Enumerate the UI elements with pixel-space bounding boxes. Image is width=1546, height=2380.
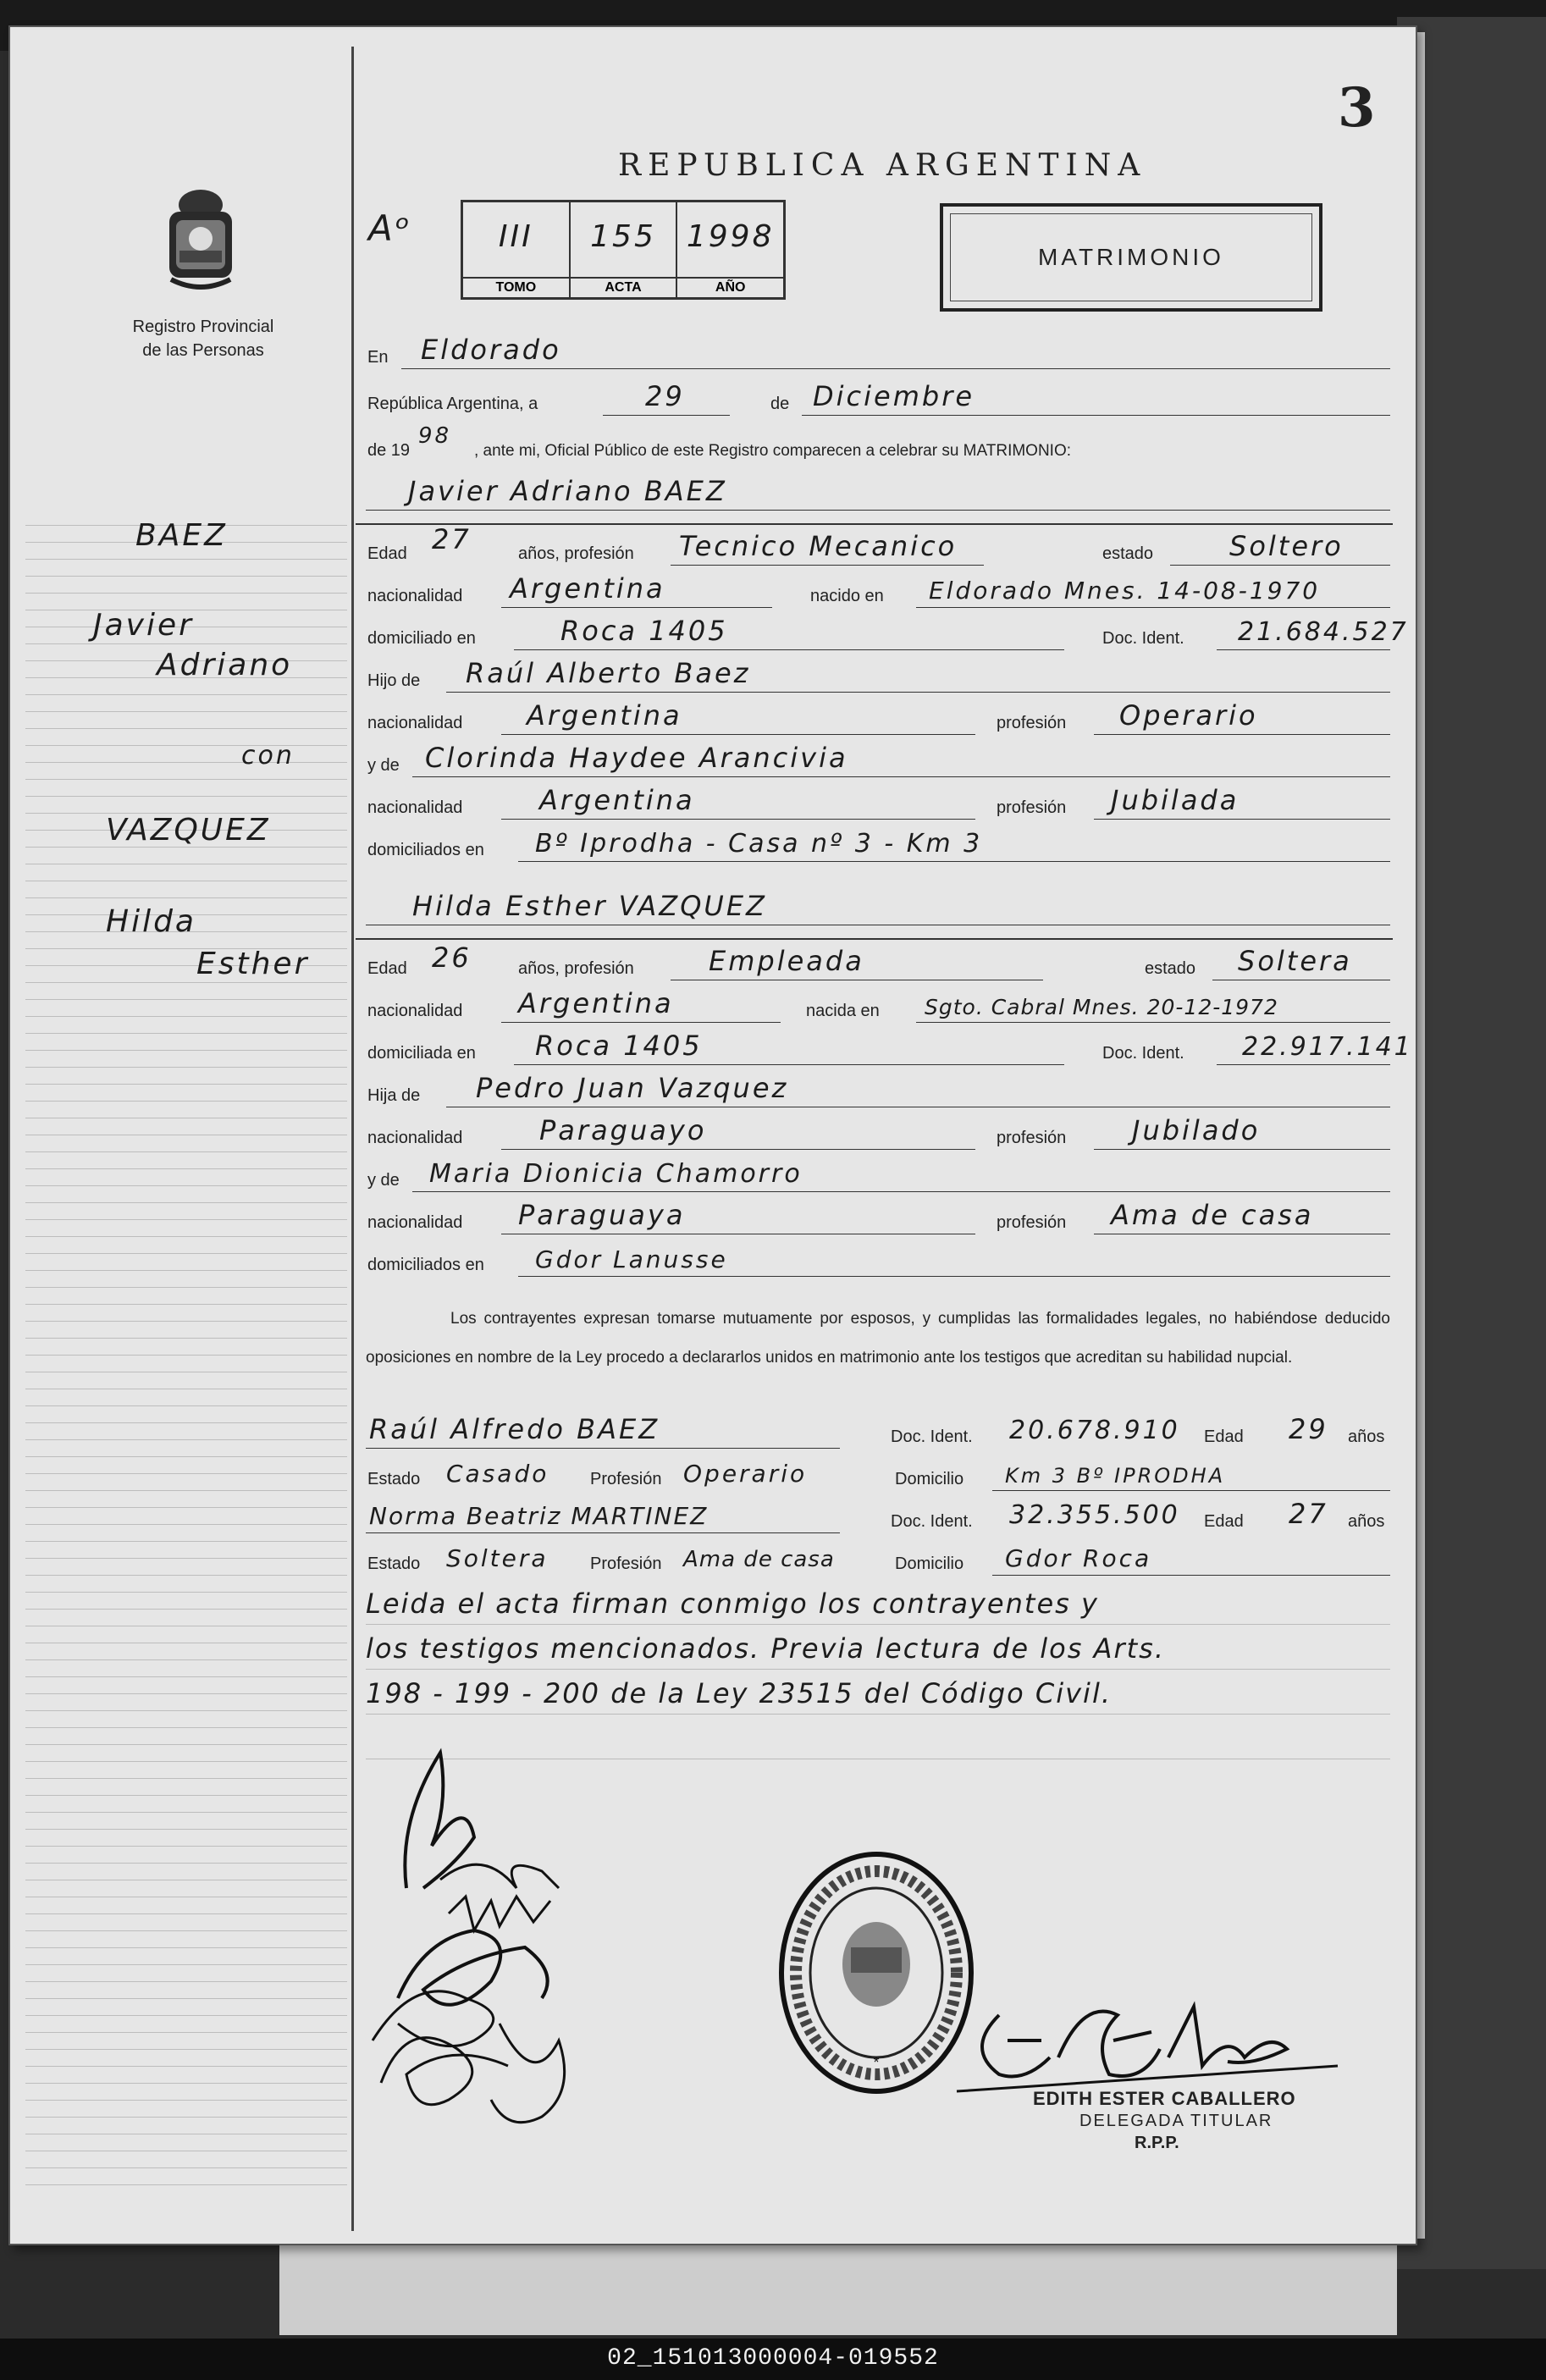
- ano-cell: [677, 202, 783, 297]
- row-groom-age: [366, 523, 1390, 569]
- label-domiciliado: domiciliado en: [367, 629, 476, 648]
- acta-label: ACTA: [571, 277, 676, 297]
- label-nacionalidad: nacionalidad: [367, 1129, 463, 1147]
- margin-ruled-lines: [25, 525, 347, 2201]
- label-doc: Doc. Ident.: [891, 1427, 973, 1446]
- svg-text:*: *: [873, 2054, 880, 2071]
- label-y-de: y de: [367, 756, 400, 775]
- underline: [1170, 565, 1390, 566]
- row-groom-nationality: [366, 569, 1390, 611]
- groom-birth: Eldorado Mnes. 14-08-1970: [929, 577, 1321, 605]
- label-hija-de: Hija de: [367, 1086, 421, 1105]
- margin-groom-name-1: Javier: [93, 608, 194, 643]
- label-nacionalidad: nacionalidad: [367, 798, 463, 817]
- underline: [518, 861, 1390, 862]
- row-groom-father: [366, 654, 1390, 696]
- label-domicilio: Domicilio: [895, 1554, 964, 1573]
- underline: [501, 734, 975, 735]
- underline: [501, 819, 975, 820]
- label-anos-profesion: años, profesión: [518, 959, 634, 978]
- groom-parents-address: Bº Iprodha - Casa nº 3 - Km 3: [535, 829, 983, 859]
- label-doc: Doc. Ident.: [1102, 629, 1184, 648]
- label-estado: estado: [1145, 959, 1196, 978]
- label-year: de 19: [367, 441, 411, 460]
- row-witness-2: [366, 1494, 1390, 1537]
- underline: [366, 510, 1390, 511]
- groom-age: 27: [432, 523, 472, 555]
- row-bride-father-nat: [366, 1111, 1390, 1153]
- row-bride-mother: [366, 1153, 1390, 1196]
- tomo-cell: [463, 202, 571, 297]
- registry-line-1: Registro Provincial: [132, 318, 274, 336]
- bride-doc: 22.917.141: [1242, 1032, 1413, 1062]
- ano-value: 1998: [686, 219, 775, 254]
- underline: [1094, 734, 1390, 735]
- underline: [992, 1575, 1390, 1576]
- value-day: 29: [645, 380, 685, 412]
- label-edad: Edad: [1204, 1512, 1244, 1531]
- underline: [1217, 1064, 1390, 1065]
- label-de: de: [770, 395, 790, 413]
- witness-2-profession: Ama de casa: [683, 1547, 835, 1572]
- value-place: Eldorado: [421, 334, 561, 366]
- label-nacido: nacido en: [810, 587, 884, 605]
- underline: [671, 565, 984, 566]
- label-en: En: [367, 348, 389, 367]
- official-name: EDITH ESTER CABALLERO: [1033, 2088, 1296, 2109]
- witness-2-name: Norma Beatriz MARTINEZ: [369, 1502, 709, 1530]
- witness-2-address: Gdor Roca: [1005, 1544, 1152, 1572]
- bride-father-nationality: Paraguayo: [539, 1114, 707, 1146]
- bride-full-name: Hilda Esther VAZQUEZ: [412, 890, 767, 922]
- tomo-acta-ano-box: [461, 200, 786, 300]
- page-number: 3: [1338, 76, 1376, 140]
- tomo-label: TOMO: [463, 277, 569, 297]
- margin-bride-name-2: Esther: [196, 947, 310, 981]
- groom-father: Raúl Alberto Baez: [466, 657, 751, 689]
- underline: [1094, 1149, 1390, 1150]
- underline: [366, 1532, 840, 1533]
- ruled-line: [366, 1669, 1390, 1670]
- underline: [501, 607, 772, 608]
- row-year: [366, 423, 1390, 466]
- row-groom-mother: [366, 738, 1390, 781]
- groom-estado: Soltero: [1229, 530, 1344, 562]
- bride-birth: Sgto. Cabral Mnes. 20-12-1972: [925, 995, 1278, 1019]
- label-domiciliada: domiciliada en: [367, 1044, 476, 1063]
- label-nacionalidad: nacionalidad: [367, 587, 463, 605]
- underline: [514, 1064, 1064, 1065]
- label-profesion: profesión: [997, 714, 1067, 732]
- row-bride-parents-address: [366, 1238, 1390, 1280]
- row-groom-address: [366, 611, 1409, 654]
- row-bride-name: [366, 876, 1390, 929]
- label-estado: estado: [1102, 544, 1154, 563]
- label-edad: Edad: [367, 959, 407, 978]
- label-domiciliados: domiciliados en: [367, 1256, 484, 1274]
- underline: [802, 415, 1390, 416]
- groom-full-name: Javier Adriano BAEZ: [408, 475, 727, 507]
- underline: [518, 1276, 1390, 1277]
- country-heading: REPUBLICA ARGENTINA: [618, 148, 1147, 183]
- bride-mother: Maria Dionicia Chamorro: [429, 1159, 803, 1189]
- bride-father-profession: Jubilado: [1132, 1114, 1261, 1146]
- groom-mother-nationality: Argentina: [539, 784, 695, 816]
- groom-profession: Tecnico Mecanico: [679, 530, 958, 562]
- underline: [992, 1490, 1390, 1491]
- bride-profession: Empleada: [709, 945, 864, 977]
- act-type-box: [940, 203, 1322, 312]
- label-republica: República Argentina, a: [367, 395, 538, 413]
- row-date: [366, 377, 1390, 419]
- witness-2-doc: 32.355.500: [1009, 1500, 1180, 1530]
- bride-nationality: Argentina: [518, 987, 674, 1019]
- row-witness-1: [366, 1410, 1390, 1452]
- value-month: Diciembre: [813, 380, 975, 412]
- registry-label: [102, 315, 305, 362]
- bride-address: Roca 1405: [535, 1030, 703, 1062]
- groom-father-nationality: Argentina: [527, 699, 682, 732]
- lower-sheet: [279, 2242, 1397, 2335]
- witness-1-doc: 20.678.910: [1009, 1416, 1180, 1445]
- label-profesion: profesión: [997, 1129, 1067, 1147]
- underline: [501, 1022, 781, 1023]
- acta-cell: [571, 202, 678, 297]
- underline: [446, 692, 1390, 693]
- groom-nationality: Argentina: [510, 572, 665, 605]
- witness-1-estado: Casado: [446, 1460, 549, 1488]
- official-stamp: [775, 1846, 978, 2100]
- row-bride-father: [366, 1069, 1390, 1111]
- groom-mother: Clorinda Haydee Arancivia: [425, 742, 848, 774]
- acta-value: 155: [590, 219, 656, 254]
- row-bride-age: [366, 942, 1390, 984]
- label-estado: Estado: [367, 1470, 421, 1488]
- label-edad: Edad: [1204, 1427, 1244, 1446]
- label-profesion: Profesión: [590, 1470, 662, 1488]
- underline: [401, 368, 1390, 369]
- label-anos: años: [1348, 1512, 1385, 1531]
- witness-1-age: 29: [1289, 1413, 1328, 1445]
- ruled-line: [366, 1624, 1390, 1625]
- section-divider: [356, 523, 1393, 525]
- coat-of-arms-icon: [163, 186, 239, 296]
- label-estado: Estado: [367, 1554, 421, 1573]
- closing-line-1: Leida el acta firman conmigo los contrayentes y: [366, 1588, 1099, 1620]
- bride-mother-profession: Ama de casa: [1111, 1199, 1314, 1231]
- label-y-de: y de: [367, 1171, 400, 1190]
- bride-estado: Soltera: [1238, 945, 1352, 977]
- closing-line-2: los testigos mencionados. Previa lectura de los Arts.: [366, 1632, 1165, 1665]
- intro-text: , ante mi, Oficial Público de este Registro comparecen a celebrar su MATRIMONIO:: [474, 442, 1072, 460]
- label-edad: Edad: [367, 544, 407, 563]
- row-witness-2-details: [366, 1537, 1390, 1579]
- underline: [1094, 819, 1390, 820]
- label-doc: Doc. Ident.: [1102, 1044, 1184, 1063]
- label-anos: años: [1348, 1427, 1385, 1446]
- label-domiciliados: domiciliados en: [367, 841, 484, 859]
- act-type-label: MATRIMONIO: [950, 213, 1312, 301]
- underline: [603, 415, 730, 416]
- bride-mother-nationality: Paraguaya: [518, 1199, 686, 1231]
- witness-2-age: 27: [1289, 1498, 1328, 1530]
- bride-parents-address: Gdor Lanusse: [535, 1245, 728, 1273]
- row-bride-address: [366, 1026, 1413, 1069]
- underline: [366, 1448, 840, 1449]
- bride-age: 26: [432, 942, 472, 974]
- groom-address: Roca 1405: [560, 615, 728, 647]
- label-nacionalidad: nacionalidad: [367, 1213, 463, 1232]
- official-org: R.P.P.: [1135, 2134, 1179, 2152]
- value-year: 98: [418, 423, 452, 449]
- label-anos-profesion: años, profesión: [518, 544, 634, 563]
- row-groom-name: [366, 461, 1390, 514]
- official-role: DELEGADA TITULAR: [1079, 2112, 1273, 2130]
- underline: [501, 1149, 975, 1150]
- witness-1-address: Km 3 Bº IPRODHA: [1005, 1464, 1226, 1488]
- margin-con: con: [241, 741, 295, 770]
- row-witness-1-details: [366, 1452, 1390, 1494]
- label-nacionalidad: nacionalidad: [367, 714, 463, 732]
- underline: [412, 776, 1390, 777]
- ano-mark: Aᵒ: [368, 207, 413, 249]
- label-domicilio: Domicilio: [895, 1470, 964, 1488]
- ruled-line: [366, 1714, 1390, 1715]
- bride-father: Pedro Juan Vazquez: [476, 1072, 789, 1104]
- closing-line-3: 198 - 199 - 200 de la Ley 23515 del Código Civil.: [366, 1677, 1112, 1709]
- underline: [916, 607, 1390, 608]
- underline: [1217, 649, 1390, 650]
- image-id-label: 02_151013000004-019552: [607, 2345, 939, 2372]
- row-groom-parents-address: [366, 823, 1390, 865]
- ano-label: AÑO: [677, 277, 783, 297]
- margin-bride-surname: VAZQUEZ: [106, 813, 271, 848]
- label-doc: Doc. Ident.: [891, 1512, 973, 1531]
- party-signatures: [347, 1719, 601, 2159]
- witness-1-name: Raúl Alfredo BAEZ: [369, 1413, 660, 1445]
- margin-groom-surname: BAEZ: [135, 518, 228, 553]
- groom-mother-profession: Jubilada: [1111, 784, 1240, 816]
- legal-declaration: Los contrayentes expresan tomarse mutuamente por esposos, y cumplidas las formalidades legales, no habiéndose deducido oposiciones en nombre de la Ley procedo a declararlos unidos en matrimonio ante los testigos que acreditan su habilidad nupcial.: [366, 1310, 1390, 1367]
- row-groom-father-nat: [366, 696, 1390, 738]
- margin-bride-name-1: Hilda: [106, 904, 196, 939]
- groom-doc: 21.684.527: [1238, 617, 1409, 647]
- tomo-value: III: [498, 219, 533, 254]
- underline: [514, 649, 1064, 650]
- underline: [916, 1022, 1390, 1023]
- row-bride-mother-nat: [366, 1196, 1390, 1238]
- row-groom-mother-nat: [366, 781, 1390, 823]
- registry-line-2: de las Personas: [142, 341, 264, 360]
- label-profesion: profesión: [997, 1213, 1067, 1232]
- label-hijo-de: Hijo de: [367, 671, 421, 690]
- label-profesion: profesión: [997, 798, 1067, 817]
- groom-father-profession: Operario: [1119, 699, 1258, 732]
- section-divider: [356, 938, 1393, 940]
- margin-groom-name-2: Adriano: [157, 648, 293, 682]
- label-nacida: nacida en: [806, 1002, 880, 1020]
- label-nacionalidad: nacionalidad: [367, 1002, 463, 1020]
- underline: [412, 1191, 1390, 1192]
- witness-2-estado: Soltera: [446, 1544, 549, 1572]
- row-bride-nationality: [366, 984, 1390, 1026]
- row-place: [366, 330, 1390, 373]
- label-profesion: Profesión: [590, 1554, 662, 1573]
- witness-1-profession: Operario: [683, 1460, 808, 1488]
